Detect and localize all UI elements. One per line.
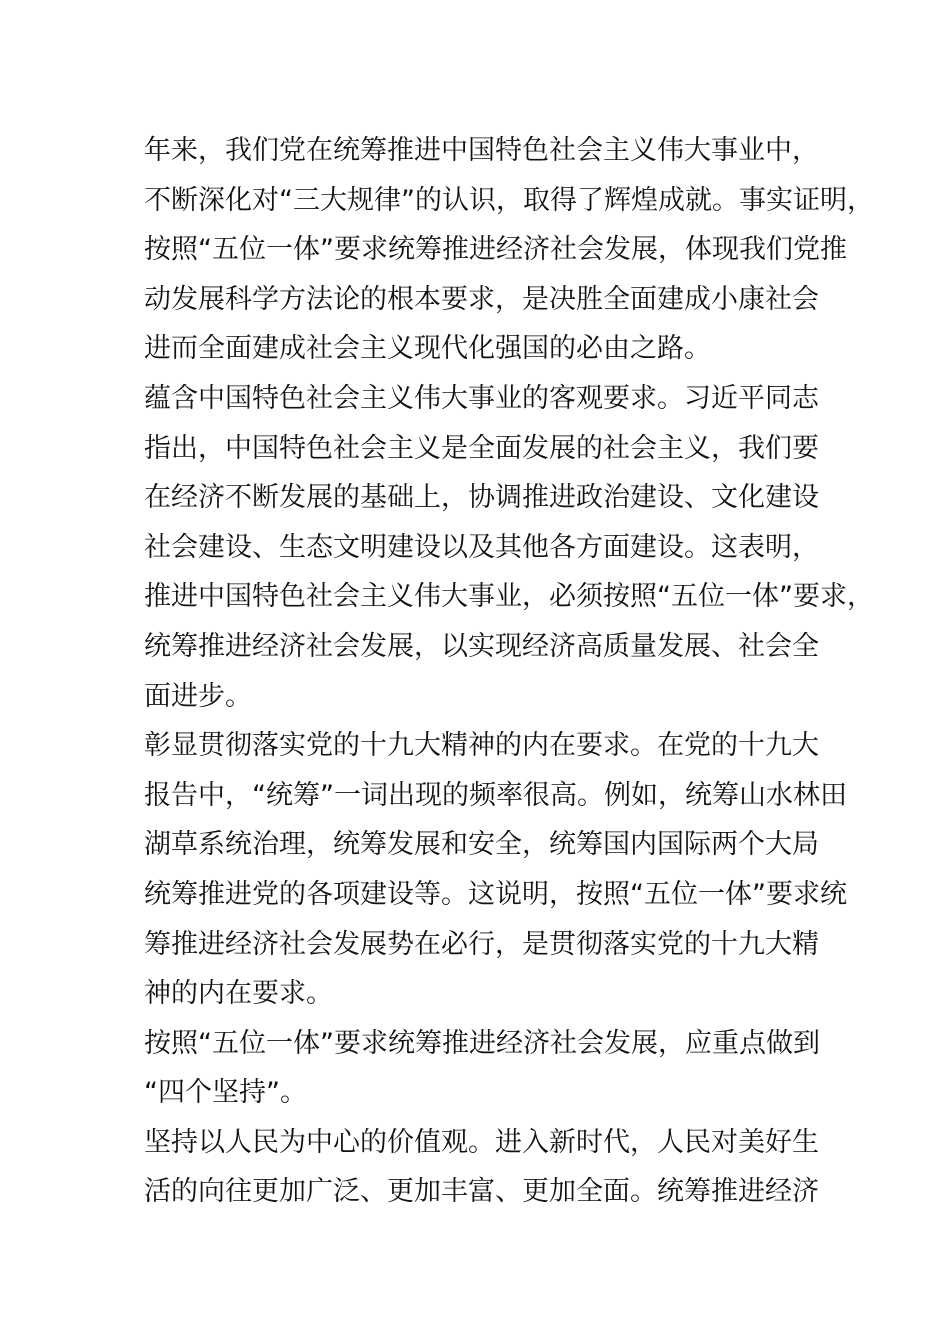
text-line: 报告中，“统筹”一词出现的频率很高。例如，统筹山水林田: [144, 779, 847, 811]
text-line: 蕴含中国特色社会主义伟大事业的客观要求。习近平同志: [144, 382, 819, 414]
text-line: 彰显贯彻落实党的十九大精神的内在要求。在党的十九大: [144, 730, 819, 762]
text-line: 筹推进经济社会发展势在必行，是贯彻落实党的十九大精: [144, 928, 819, 960]
text-line: 进而全面建成社会主义现代化强国的必由之路。: [144, 333, 711, 365]
text-line: 面进步。: [144, 680, 252, 712]
text-line: 动发展科学方法论的根本要求，是决胜全面建成小康社会: [144, 283, 819, 315]
text-line: 活的向往更加广泛、更加丰富、更加全面。统筹推进经济: [144, 1176, 819, 1208]
text-line: 指出，中国特色社会主义是全面发展的社会主义，我们要: [144, 432, 819, 464]
text-line: 统筹推进党的各项建设等。这说明，按照“五位一体”要求统: [144, 878, 847, 910]
text-line: 社会建设、生态文明建设以及其他各方面建设。这表明，: [144, 531, 819, 563]
document-body: [144, 126, 874, 1217]
text-line: 坚持以人民为中心的价值观。进入新时代，人民对美好生: [144, 1126, 819, 1158]
text-line: 湖草系统治理，统筹发展和安全，统筹国内国际两个大局: [144, 829, 819, 861]
text-line: “四个坚持”。: [144, 1077, 307, 1109]
text-line: 神的内在要求。: [144, 978, 333, 1010]
text-line: 统筹推进经济社会发展，以实现经济高质量发展、社会全: [144, 630, 819, 662]
text-line: 不断深化对“三大规律”的认识，取得了辉煌成就。事实证明，: [144, 184, 874, 216]
text-line: 年来，我们党在统筹推进中国特色社会主义伟大事业中，: [144, 135, 819, 166]
text-line: 推进中国特色社会主义伟大事业，必须按照“五位一体”要求，: [144, 581, 874, 613]
text-line: 按照“五位一体”要求统筹推进经济社会发展，体现我们党推: [144, 234, 847, 266]
text-line: 在经济不断发展的基础上，协调推进政治建设、文化建设: [144, 482, 819, 514]
text-line: 按照“五位一体”要求统筹推进经济社会发展，应重点做到: [144, 1027, 820, 1059]
